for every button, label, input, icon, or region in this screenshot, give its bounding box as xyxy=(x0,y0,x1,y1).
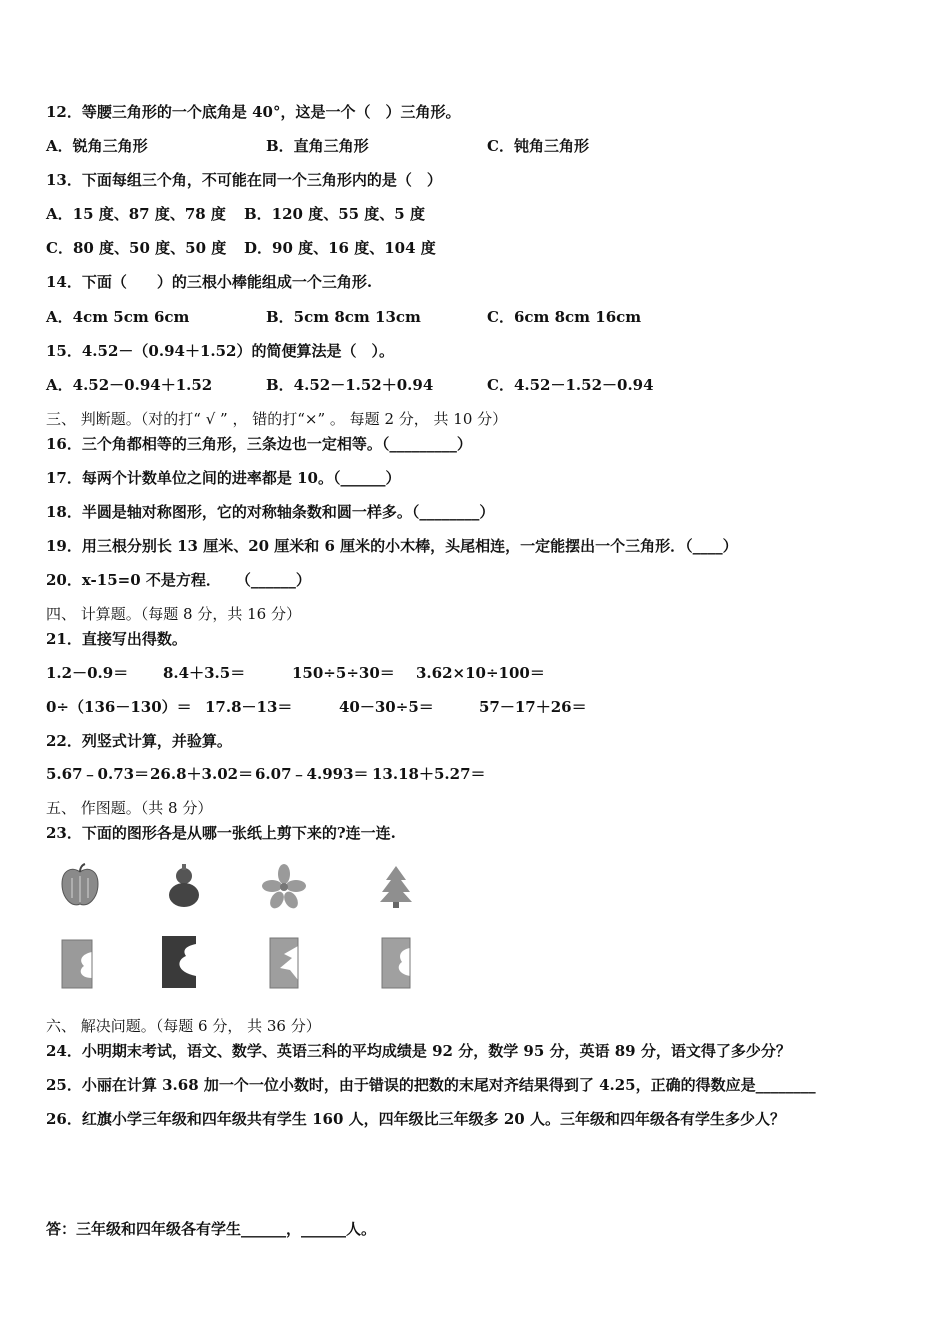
calc-item: 5.67﹣0.73＝ xyxy=(46,765,150,783)
option-c: C．6cm 8cm 16cm xyxy=(487,308,642,326)
question-20: 20．x-15=0 不是方程． （______） xyxy=(46,571,311,589)
apple-icon xyxy=(58,862,102,910)
option-d: D．90 度、16 度、104 度 xyxy=(244,239,436,257)
option-a: A．4cm 5cm 6cm xyxy=(46,308,190,326)
question-19: 19．用三根分别长 13 厘米、20 厘米和 6 厘米的小木棒，头尾相连，一定能摆出一个三角形．（____） xyxy=(46,537,738,555)
option-b: B．4.52－1.52＋0.94 xyxy=(266,376,434,394)
option-c: C．80 度、50 度、50 度 xyxy=(46,239,227,257)
answer-line: 答：三年级和四年级各有学生______，______人。 xyxy=(46,1220,377,1238)
cut-paper-4-icon xyxy=(378,936,418,990)
option-b: B．直角三角形 xyxy=(266,137,369,155)
section-3-title: 三、 判断题。（对的打“ √ ” ， 错的打“×” 。 每题 2 分， 共 10 分） xyxy=(46,410,508,428)
question-14: 14．下面（ ）的三根小棒能组成一个三角形. xyxy=(46,273,373,291)
question-21: 21．直接写出得数。 xyxy=(46,630,187,648)
option-c: C．4.52－1.52－0.94 xyxy=(487,376,654,394)
calc-item: 1.2－0.9＝ xyxy=(46,664,129,682)
calc-item: 40－30÷5＝ xyxy=(339,698,434,716)
option-a: A．15 度、87 度、78 度 xyxy=(46,205,226,223)
question-25: 25．小丽在计算 3.68 加一个一位小数时，由于错误的把数的末尾对齐结果得到了 4.25，正确的得数应是________ xyxy=(46,1076,816,1094)
calc-item: 57－17＋26＝ xyxy=(479,698,587,716)
calc-item: 17.8－13＝ xyxy=(205,698,293,716)
flower-icon xyxy=(262,862,306,910)
question-18: 18．半圆是轴对称图形，它的对称轴条数和圆一样多。（________） xyxy=(46,503,495,521)
cut-paper-1-icon xyxy=(58,938,98,990)
option-b: B．5cm 8cm 13cm xyxy=(266,308,421,326)
gourd-icon xyxy=(162,862,206,910)
calc-item: 150÷5÷30＝ xyxy=(292,664,395,682)
section-5-title: 五、 作图题。（共 8 分） xyxy=(46,799,213,817)
question-16: 16．三个角都相等的三角形，三条边也一定相等。（_________） xyxy=(46,435,472,453)
tree-icon xyxy=(374,862,418,910)
question-13: 13．下面每组三个角，不可能在同一个三角形内的是（ ） xyxy=(46,171,442,189)
option-a: A．锐角三角形 xyxy=(46,137,148,155)
calc-item: 26.8＋3.02＝ xyxy=(150,765,254,783)
section-4-title: 四、 计算题。（每题 8 分，共 16 分） xyxy=(46,605,301,623)
option-b: B．120 度、55 度、5 度 xyxy=(244,205,425,223)
question-17: 17．每两个计数单位之间的进率都是 10。（______） xyxy=(46,469,401,487)
calc-item: 0÷（136－130）＝ xyxy=(46,698,192,716)
question-22: 22．列竖式计算，并验算。 xyxy=(46,732,232,750)
cut-paper-3-icon xyxy=(266,936,306,990)
question-12: 12．等腰三角形的一个底角是 40°，这是一个（ ）三角形。 xyxy=(46,103,461,121)
calc-item: 8.4＋3.5＝ xyxy=(163,664,246,682)
section-6-title: 六、 解决问题。（每题 6 分， 共 36 分） xyxy=(46,1017,321,1035)
option-a: A．4.52－0.94＋1.52 xyxy=(46,376,213,394)
question-23: 23．下面的图形各是从哪一张纸上剪下来的?连一连. xyxy=(46,824,396,842)
calc-item: 6.07﹣4.993＝ xyxy=(255,765,369,783)
question-24: 24．小明期末考试，语文、数学、英语三科的平均成绩是 92 分，数学 95 分，英语 89 分，语文得了多少分？ xyxy=(46,1042,791,1060)
calc-item: 3.62×10÷100＝ xyxy=(416,664,545,682)
question-15: 15．4.52－（0.94＋1.52）的简便算法是（ ）。 xyxy=(46,342,394,360)
cut-paper-2-icon xyxy=(160,934,202,990)
question-26: 26．红旗小学三年级和四年级共有学生 160 人，四年级比三年级多 20 人。三年级和四年级各有学生多少人？ xyxy=(46,1110,785,1128)
calc-item: 13.18＋5.27＝ xyxy=(372,765,486,783)
option-c: C．钝角三角形 xyxy=(487,137,589,155)
